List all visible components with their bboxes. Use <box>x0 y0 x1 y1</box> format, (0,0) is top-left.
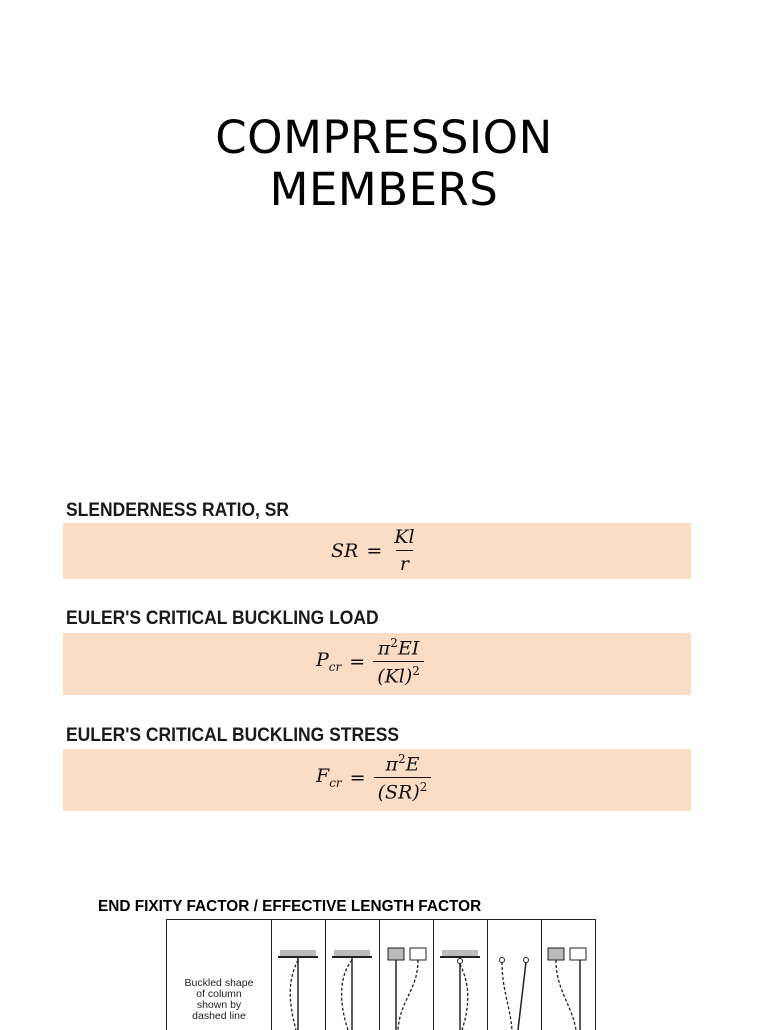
fixity-row-label-cell <box>167 920 272 1030</box>
euler-stress-formula <box>316 752 431 804</box>
fixed-fixed-diagram <box>272 920 326 1030</box>
slenderness-heading: SLENDERNESS RATIO, SR <box>66 500 290 521</box>
slenderness-equals: = <box>366 539 383 562</box>
euler-load-pi-exp: 2 <box>390 636 398 650</box>
slenderness-denominator: r <box>396 550 413 575</box>
euler-stress-heading: EULER'S CRITICAL BUCKLING STRESS <box>66 725 400 746</box>
euler-load-pi: π <box>377 637 391 660</box>
euler-load-denominator <box>373 661 424 687</box>
fixity-row-label <box>167 978 271 1022</box>
pinned-free-diagram <box>542 920 596 1030</box>
euler-stress-den-main: (SR) <box>377 781 420 804</box>
euler-stress-den-exp: 2 <box>419 780 428 795</box>
fixed-sliding-diagram <box>380 920 434 1030</box>
euler-stress-pi: π <box>385 753 398 776</box>
euler-stress-denominator <box>374 777 432 803</box>
euler-stress-lhs-main: F <box>316 765 330 788</box>
fixity-case-e <box>488 920 542 1030</box>
euler-load-lhs <box>316 649 341 674</box>
title-line-2: MEMBERS <box>269 163 499 216</box>
slenderness-formula <box>331 526 419 575</box>
fixity-table <box>166 919 596 1030</box>
fixity-case-b <box>326 920 380 1030</box>
row-label-line-3: shown by <box>196 999 242 1011</box>
euler-stress-fraction <box>374 752 432 804</box>
fixity-case-c <box>380 920 434 1030</box>
euler-load-lhs-main: P <box>316 649 329 672</box>
euler-stress-lhs <box>316 765 342 790</box>
euler-load-numerator <box>374 636 424 661</box>
fixity-case-a <box>272 920 326 1030</box>
euler-stress-num-rest: E <box>405 753 420 776</box>
fixity-table-title: END FIXITY FACTOR / EFFECTIVE LENGTH FACTOR <box>98 898 482 915</box>
slenderness-fraction <box>390 526 418 575</box>
pinned-pinned-diagram <box>488 920 542 1030</box>
euler-load-den-exp: 2 <box>412 664 420 679</box>
euler-stress-equals: = <box>349 766 366 789</box>
row-label-line-1: Buckled shape <box>184 977 254 989</box>
euler-load-den-main: (Kl) <box>377 665 413 688</box>
slenderness-numerator: Kl <box>394 526 415 548</box>
fixity-case-d <box>434 920 488 1030</box>
euler-load-heading: EULER'S CRITICAL BUCKLING LOAD <box>66 608 379 629</box>
slenderness-lhs: SR <box>331 539 359 562</box>
euler-load-equals: = <box>349 650 366 673</box>
fixity-case-f <box>542 920 595 1030</box>
row-label-line-2: of column <box>196 988 242 1000</box>
row-label-line-4: dashed line <box>192 1010 246 1022</box>
euler-load-lhs-sub: cr <box>328 660 342 675</box>
euler-stress-pi-exp: 2 <box>397 752 406 766</box>
page-title <box>0 112 768 216</box>
fixed-pinned-diagram <box>326 920 380 1030</box>
euler-load-num-rest: EI <box>397 637 420 660</box>
title-line-1: COMPRESSION <box>215 111 553 164</box>
fixed-free-diagram <box>434 920 488 1030</box>
euler-load-formula <box>316 636 424 688</box>
euler-stress-lhs-sub: cr <box>329 776 342 791</box>
euler-stress-numerator <box>381 752 423 777</box>
euler-load-fraction <box>373 636 424 688</box>
